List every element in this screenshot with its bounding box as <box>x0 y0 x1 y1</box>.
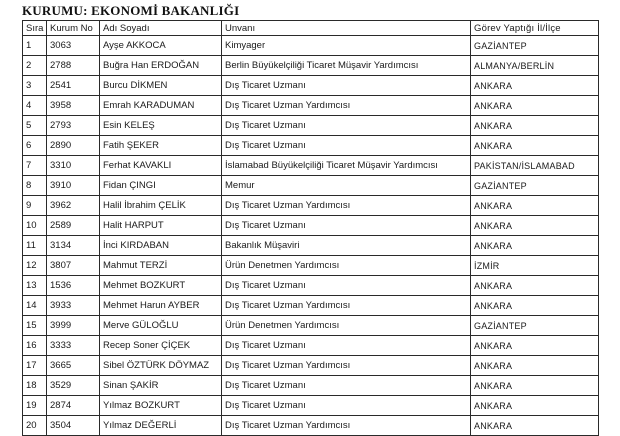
table-row <box>23 36 599 56</box>
cell-sira: 4 <box>23 96 47 116</box>
cell-adi-soyadi: Fatih ŞEKER <box>100 136 222 156</box>
cell-kurum-no: 3933 <box>47 296 100 316</box>
cell-gorev-yeri: ANKARA <box>471 336 599 356</box>
cell-kurum-no: 3063 <box>47 36 100 56</box>
table-body <box>23 36 599 436</box>
cell-gorev-yeri: GAZİANTEP <box>471 176 599 196</box>
cell-unvani: Dış Ticaret Uzmanı <box>222 136 471 156</box>
cell-unvani: Dış Ticaret Uzman Yardımcısı <box>222 96 471 116</box>
cell-gorev-yeri: ANKARA <box>471 96 599 116</box>
cell-sira: 19 <box>23 396 47 416</box>
header-adi-soyadi: Adı Soyadı <box>100 21 222 36</box>
cell-unvani: Dış Ticaret Uzmanı <box>222 396 471 416</box>
cell-unvani: Ürün Denetmen Yardımcısı <box>222 256 471 276</box>
cell-adi-soyadi: Fidan ÇINGI <box>100 176 222 196</box>
cell-sira: 20 <box>23 416 47 436</box>
cell-kurum-no: 2890 <box>47 136 100 156</box>
table-row <box>23 216 599 236</box>
table-row <box>23 376 599 396</box>
cell-gorev-yeri: ANKARA <box>471 396 599 416</box>
table-row <box>23 136 599 156</box>
document-title: KURUMU: EKONOMİ BAKANLIĞI <box>22 3 240 18</box>
cell-adi-soyadi: Mehmet BOZKURT <box>100 276 222 296</box>
cell-gorev-yeri: GAZİANTEP <box>471 36 599 56</box>
cell-gorev-yeri: ANKARA <box>471 196 599 216</box>
cell-sira: 6 <box>23 136 47 156</box>
cell-kurum-no: 2874 <box>47 396 100 416</box>
cell-adi-soyadi: Recep Soner ÇİÇEK <box>100 336 222 356</box>
cell-adi-soyadi: Ayşe AKKOCA <box>100 36 222 56</box>
table-row <box>23 336 599 356</box>
table-row <box>23 156 599 176</box>
header-unvani: Unvanı <box>222 21 471 36</box>
cell-sira: 12 <box>23 256 47 276</box>
cell-gorev-yeri: İZMİR <box>471 256 599 276</box>
cell-unvani: Dış Ticaret Uzmanı <box>222 76 471 96</box>
cell-adi-soyadi: Ferhat KAVAKLI <box>100 156 222 176</box>
cell-kurum-no: 3958 <box>47 96 100 116</box>
cell-kurum-no: 3807 <box>47 256 100 276</box>
cell-unvani: Dış Ticaret Uzmanı <box>222 216 471 236</box>
cell-gorev-yeri: ANKARA <box>471 76 599 96</box>
cell-sira: 10 <box>23 216 47 236</box>
cell-adi-soyadi: Yılmaz BOZKURT <box>100 396 222 416</box>
cell-unvani: Memur <box>222 176 471 196</box>
cell-unvani: İslamabad Büyükelçiliği Ticaret Müşavir Yardımcısı <box>222 156 471 176</box>
cell-sira: 7 <box>23 156 47 176</box>
cell-unvani: Dış Ticaret Uzmanı <box>222 116 471 136</box>
cell-kurum-no: 1536 <box>47 276 100 296</box>
cell-adi-soyadi: Esin KELEŞ <box>100 116 222 136</box>
cell-gorev-yeri: ANKARA <box>471 216 599 236</box>
table-row <box>23 356 599 376</box>
cell-kurum-no: 3665 <box>47 356 100 376</box>
cell-adi-soyadi: Mehmet Harun AYBER <box>100 296 222 316</box>
cell-unvani: Berlin Büyükelçiliği Ticaret Müşavir Yardımcısı <box>222 56 471 76</box>
cell-kurum-no: 3504 <box>47 416 100 436</box>
cell-kurum-no: 3333 <box>47 336 100 356</box>
table-row <box>23 196 599 216</box>
cell-sira: 2 <box>23 56 47 76</box>
table-row <box>23 116 599 136</box>
cell-gorev-yeri: ANKARA <box>471 236 599 256</box>
cell-sira: 9 <box>23 196 47 216</box>
table-row <box>23 416 599 436</box>
table-row <box>23 316 599 336</box>
header-gorev-yeri: Görev Yaptığı İl/İlçe <box>471 21 599 36</box>
cell-gorev-yeri: ANKARA <box>471 296 599 316</box>
cell-gorev-yeri: ANKARA <box>471 116 599 136</box>
table-row <box>23 176 599 196</box>
cell-kurum-no: 3962 <box>47 196 100 216</box>
cell-adi-soyadi: Buğra Han ERDOĞAN <box>100 56 222 76</box>
cell-adi-soyadi: İnci KIRDABAN <box>100 236 222 256</box>
cell-sira: 5 <box>23 116 47 136</box>
cell-gorev-yeri: ANKARA <box>471 416 599 436</box>
table-row <box>23 396 599 416</box>
table-row <box>23 96 599 116</box>
cell-gorev-yeri: ALMANYA/BERLİN <box>471 56 599 76</box>
cell-sira: 16 <box>23 336 47 356</box>
cell-kurum-no: 2788 <box>47 56 100 76</box>
cell-kurum-no: 3910 <box>47 176 100 196</box>
header-sira: Sıra <box>23 21 47 36</box>
cell-gorev-yeri: ANKARA <box>471 356 599 376</box>
cell-sira: 1 <box>23 36 47 56</box>
cell-sira: 13 <box>23 276 47 296</box>
cell-adi-soyadi: Halil İbrahim ÇELİK <box>100 196 222 216</box>
cell-gorev-yeri: ANKARA <box>471 276 599 296</box>
cell-unvani: Dış Ticaret Uzman Yardımcısı <box>222 356 471 376</box>
cell-adi-soyadi: Burcu DİKMEN <box>100 76 222 96</box>
cell-sira: 3 <box>23 76 47 96</box>
cell-adi-soyadi: Mahmut TERZİ <box>100 256 222 276</box>
cell-unvani: Dış Ticaret Uzman Yardımcısı <box>222 296 471 316</box>
cell-gorev-yeri: PAKİSTAN/İSLAMABAD <box>471 156 599 176</box>
cell-kurum-no: 2541 <box>47 76 100 96</box>
cell-kurum-no: 2589 <box>47 216 100 236</box>
cell-sira: 17 <box>23 356 47 376</box>
table-row <box>23 236 599 256</box>
table-row <box>23 296 599 316</box>
cell-unvani: Bakanlık Müşaviri <box>222 236 471 256</box>
table-row <box>23 76 599 96</box>
cell-sira: 8 <box>23 176 47 196</box>
cell-gorev-yeri: ANKARA <box>471 136 599 156</box>
cell-sira: 18 <box>23 376 47 396</box>
table-row <box>23 276 599 296</box>
cell-kurum-no: 2793 <box>47 116 100 136</box>
cell-adi-soyadi: Merve GÜLOĞLU <box>100 316 222 336</box>
cell-adi-soyadi: Halit HARPUT <box>100 216 222 236</box>
cell-unvani: Dış Ticaret Uzmanı <box>222 276 471 296</box>
table-row <box>23 56 599 76</box>
table-row <box>23 256 599 276</box>
table-header-row <box>23 21 599 36</box>
cell-sira: 11 <box>23 236 47 256</box>
cell-adi-soyadi: Emrah KARADUMAN <box>100 96 222 116</box>
cell-sira: 14 <box>23 296 47 316</box>
cell-adi-soyadi: Sinan ŞAKİR <box>100 376 222 396</box>
cell-kurum-no: 3134 <box>47 236 100 256</box>
cell-unvani: Dış Ticaret Uzmanı <box>222 336 471 356</box>
cell-unvani: Dış Ticaret Uzman Yardımcısı <box>222 416 471 436</box>
cell-gorev-yeri: GAZİANTEP <box>471 316 599 336</box>
cell-unvani: Kimyager <box>222 36 471 56</box>
cell-sira: 15 <box>23 316 47 336</box>
cell-kurum-no: 3529 <box>47 376 100 396</box>
cell-unvani: Dış Ticaret Uzman Yardımcısı <box>222 196 471 216</box>
cell-adi-soyadi: Sibel ÖZTÜRK DÖYMAZ <box>100 356 222 376</box>
cell-gorev-yeri: ANKARA <box>471 376 599 396</box>
cell-kurum-no: 3310 <box>47 156 100 176</box>
cell-kurum-no: 3999 <box>47 316 100 336</box>
header-kurum-no: Kurum No <box>47 21 100 36</box>
personnel-table <box>22 20 599 436</box>
cell-adi-soyadi: Yılmaz DEĞERLİ <box>100 416 222 436</box>
cell-unvani: Ürün Denetmen Yardımcısı <box>222 316 471 336</box>
cell-unvani: Dış Ticaret Uzmanı <box>222 376 471 396</box>
